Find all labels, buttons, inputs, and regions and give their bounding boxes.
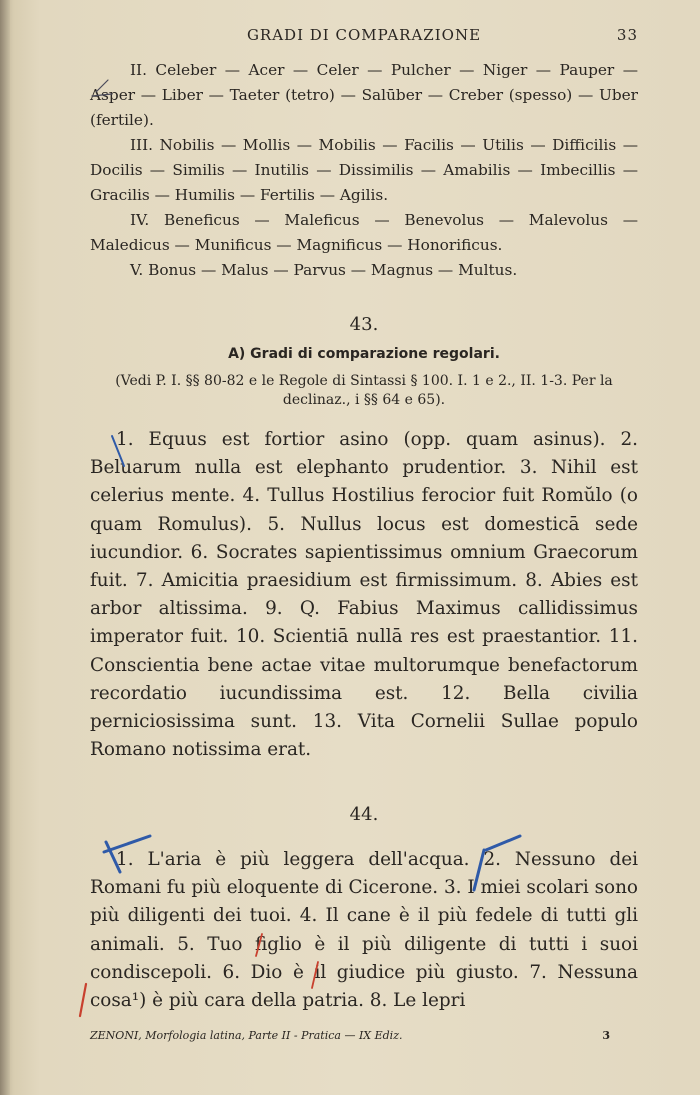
running-header [90,26,638,46]
section-43-reference: (Vedi P. I. §§ 80-82 e le Regole di Sintassi § 100. I. 1 e 2., II. 1-3. Per la declinaz., i §§ 64 e 65). [115,373,613,408]
list-item: IV. Beneficus — Maleficus — Benevolus — Malevolus — Maledicus — Munificus — Magnificus — Honorificus. [90,211,638,254]
exercise-text: 1. Equus est fortior asino (opp. quam asinus). 2. Beluarum nulla est elephanto prudentior. 3. Nihil est celerius mente. 4. Tullus Hostilius ferocior fuit Romŭlo (o quam Romulus). 5. Nullus locus est domesticā sede iucundior. 6. Socrates sapientissimus omnium Graecorum fuit. 7. Amicitia praesidium est firmissimum. 8. Abies est arbor altissima. 9. Q. Fabius Maximus callidissimus imperator fuit. 10. Scientiā nullā res est praestantior. 11. Conscientia bene actae vitae multorumque benefactorum recordatio iucundissima est. 12. Bella civilia perniciosissima sunt. 13. Vita Cornelii Sullae populo Romano notissima erat. [90,429,638,761]
list-item: V. Bonus — Malus — Parvus — Magnus — Multus. [130,261,518,279]
page-spine-shadow [0,0,10,1095]
footer-citation: ZENONI, Morfologia latina, Parte II - Pratica — IX Ediz. [90,1029,403,1042]
section-43-number: 43. [349,314,379,335]
section-44-number: 44. [349,804,379,825]
page-footer [90,1029,610,1042]
list-item: III. Nobilis — Mollis — Mobilis — Facilis — Utilis — Difficilis — Docilis — Similis — Inutilis — Dissimilis — Amabilis — Imbecillis — Gracilis — Humilis — Fertilis — Agilis. [90,136,638,204]
section-44-exercise [90,846,638,1015]
signature-mark: 3 [602,1029,610,1042]
page-number: 33 [616,26,638,44]
list-item: II. Celeber — Acer — Celer — Pulcher — Niger — Pauper — Asper — Liber — Taeter (tetro) — Salūber — Creber (spesso) — Uber (fertile). [90,61,638,129]
exercise-text: 1. L'aria è più leggera dell'acqua. 2. Nessuno dei Romani fu più eloquente di Cicerone. 3. I miei scolari sono più diligenti dei tuoi. 4. Il cane è il più fedele di tutti gli animali. 5. Tuo figlio è il più diligente di tutti i suoi condiscepoli. 6. Dio è il giudice più giusto. 7. Nessuna cosa¹) è più cara della patria. 8. Le lepri [90,849,638,1012]
pen-stroke [80,984,86,1016]
section-43-title: A) Gradi di comparazione regolari. [228,346,500,362]
adjective-list [90,58,638,283]
header-title: GRADI DI COMPARAZIONE [246,26,482,44]
section-43-exercise [90,426,638,764]
